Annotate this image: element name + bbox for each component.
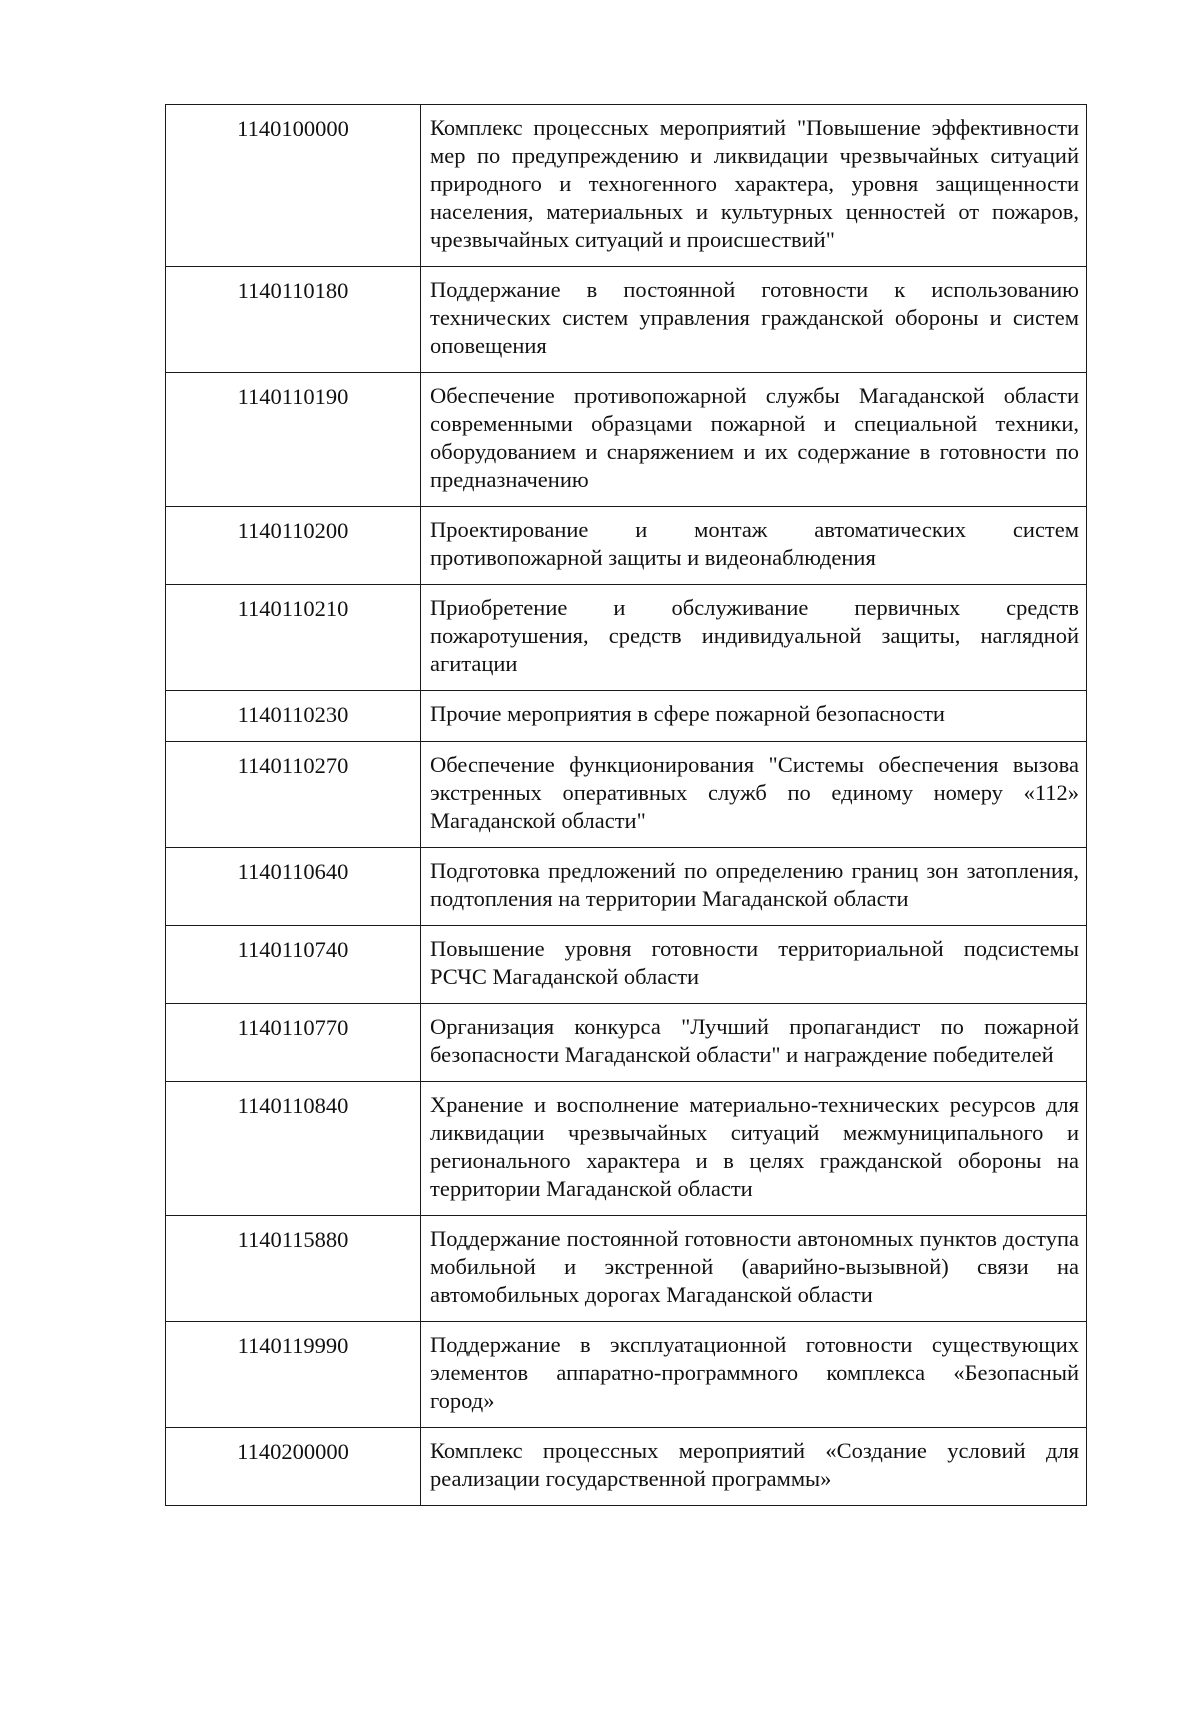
row-code: 1140110640: [166, 848, 421, 926]
table-row: [166, 105, 1087, 267]
row-description: Организация конкурса "Лучший пропагандист по пожарной безопасности Магаданской области" и награждение победителей: [421, 1004, 1087, 1082]
row-description: Хранение и восполнение материально-технических ресурсов для ликвидации чрезвычайных ситуаций межмуниципального и регионального характера и в целях гражданской обороны на территории Магаданской области: [421, 1082, 1087, 1216]
table-row: [166, 848, 1087, 926]
row-description: Проектирование и монтаж автоматических систем противопожарной защиты и видеонаблюдения: [421, 507, 1087, 585]
row-code: 1140110740: [166, 926, 421, 1004]
table-row: [166, 926, 1087, 1004]
table-row: [166, 742, 1087, 848]
row-description: Прочие мероприятия в сфере пожарной безопасности: [421, 691, 1087, 742]
row-code: 1140119990: [166, 1322, 421, 1428]
table-row: [166, 1082, 1087, 1216]
row-description: Приобретение и обслуживание первичных средств пожаротушения, средств индивидуальной защиты, наглядной агитации: [421, 585, 1087, 691]
table-row: [166, 1428, 1087, 1506]
row-code: 1140110180: [166, 267, 421, 373]
table-row: [166, 507, 1087, 585]
row-code: 1140200000: [166, 1428, 421, 1506]
row-code: 1140100000: [166, 105, 421, 267]
row-code: 1140110270: [166, 742, 421, 848]
row-code: 1140110770: [166, 1004, 421, 1082]
row-description: Обеспечение противопожарной службы Магаданской области современными образцами пожарной и специальной техники, оборудованием и снаряжением и их содержание в готовности по предназначению: [421, 373, 1087, 507]
row-description: Обеспечение функционирования "Системы обеспечения вызова экстренных оперативных служб по единому номеру «112» Магаданской области": [421, 742, 1087, 848]
row-description: Комплекс процессных мероприятий "Повышение эффективности мер по предупреждению и ликвидации чрезвычайных ситуаций природного и техногенного характера, уровня защищенности населения, материальных и культурных ценностей от пожаров, чрезвычайных ситуаций и происшествий": [421, 105, 1087, 267]
table-body: [166, 105, 1087, 1506]
row-description: Подготовка предложений по определению границ зон затопления, подтопления на территории Магаданской области: [421, 848, 1087, 926]
row-code: 1140110230: [166, 691, 421, 742]
table-row: [166, 1216, 1087, 1322]
table-row: [166, 585, 1087, 691]
row-description: Комплекс процессных мероприятий «Создание условий для реализации государственной программы»: [421, 1428, 1087, 1506]
row-code: 1140110190: [166, 373, 421, 507]
budget-code-table: [165, 104, 1087, 1506]
row-code: 1140115880: [166, 1216, 421, 1322]
row-code: 1140110200: [166, 507, 421, 585]
table-row: [166, 691, 1087, 742]
row-description: Повышение уровня готовности территориальной подсистемы РСЧС Магаданской области: [421, 926, 1087, 1004]
row-description: Поддержание в эксплуатационной готовности существующих элементов аппаратно-программного комплекса «Безопасный город»: [421, 1322, 1087, 1428]
row-description: Поддержание в постоянной готовности к использованию технических систем управления гражданской обороны и систем оповещения: [421, 267, 1087, 373]
table-row: [166, 373, 1087, 507]
row-code: 1140110840: [166, 1082, 421, 1216]
row-code: 1140110210: [166, 585, 421, 691]
table-row: [166, 1322, 1087, 1428]
row-description: Поддержание постоянной готовности автономных пунктов доступа мобильной и экстренной (аварийно-вызывной) связи на автомобильных дорогах Магаданской области: [421, 1216, 1087, 1322]
table-row: [166, 267, 1087, 373]
table-row: [166, 1004, 1087, 1082]
